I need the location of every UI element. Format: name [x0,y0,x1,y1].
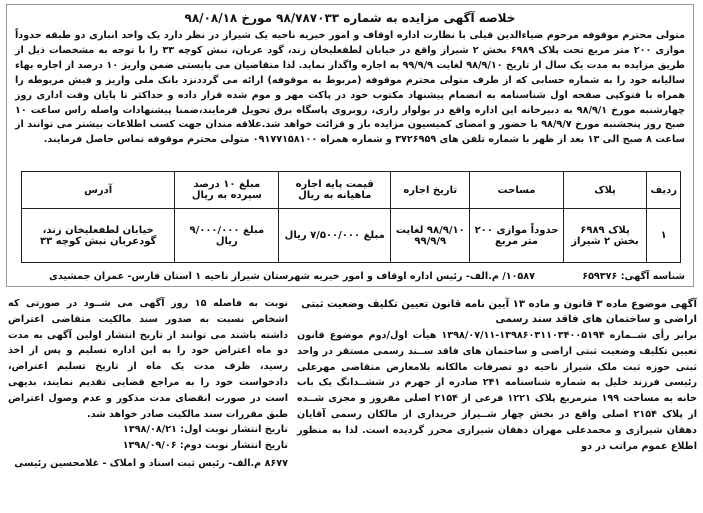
header-area: مساحت [470,172,563,209]
table-row [22,209,681,263]
notice-id: شناسه آگهی: ۶۵۹۳۷۶ [582,271,685,282]
cell-deposit: مبلغ ۹/۰۰۰/۰۰۰ ریال [175,209,279,263]
registration-signature: ۸۶۷۷ م.الف- رئیس ثبت اسناد و املاک - غلامحسین رئیسی [14,457,288,469]
header-deposit: مبلغ ۱۰ درصد سپرده به ریال [175,172,279,209]
second-publish-date: تاریخ انتشار نوبت دوم: ۱۳۹۸/۰۹/۰۶ [122,440,288,452]
table-header-row [22,172,681,209]
registration-body-right: برابر رأی شــماره ۱۳۹۸۶۰۳۱۱۰۳۴۰۰۵۱۹۴-۱۳۹۸/۰۷/۱۱ هیأت اول/دوم موضوع قانون تعیین تکلیف وضعیت ثبتی اراضی و ساختمان های فاقد ســند رسمی مستقر در واحد ثبتی حوزه ثبت ملک شیراز ناحیه دو تصرفات مالکانه بلامعارض متقاضی مهرعلی رئیسی فرزند خلیل به شماره شناسنامه ۲۴۱ صادره از جهرم در ششــدانگ یک باب خانه به مساحت ۱۹۹ مترمربع پلاک ۱۲۲۱ فرعی از ۲۱۵۴ اصلی مفروز و مجزی شــده از پلاک ۲۱۵۴ اصلی واقع در بخش چهار شــیراز خریداری از مالکان رسمی آقایان دهقان شیرازی و محمدعلی مهران دهقان شیرازی محرز گردیده است. لذا به منظور اطلاع عموم مراتب در دو [297,330,698,452]
cell-base-price: مبلغ ۷/۵۰۰/۰۰۰ ریال [279,209,391,263]
header-base-price: قیمت پایه اجاره ماهیانه به ریال [279,172,391,209]
cell-area: حدوداً موازی ۲۰۰ متر مربع [470,209,563,263]
auction-title: خلاصه آگهی مزایده به شماره ۹۸/۷۸۷۰۳۳ مورخ ۹۸/۰۸/۱۸ [184,11,516,25]
auction-table [21,171,681,263]
header-row-num: ردیف [647,172,681,209]
cell-lease-date: ۹۸/۹/۱۰ لغایت ۹۹/۹/۹ [391,209,470,263]
first-publish-date: تاریخ انتشار نوبت اول: ۱۳۹۸/۰۸/۲۱ [123,424,288,436]
registration-notice-title: آگهی موضوع ماده ۳ قانون و ماده ۱۳ آیین نامه قانون تعیین تکلیف وضعیت ثبتی اراضی و ساختمان های فاقد سند رسمی [301,299,697,325]
header-address: آدرس [22,172,175,209]
auction-notice [6,4,694,287]
cell-plaque: پلاک ۶۹۸۹ بخش ۲ شیراز [563,209,647,263]
auction-signature: ۱۰۵۸۷/ م.الف- رئیس اداره اوقاف و امور خیریه شهرستان شیراز ناحیه ۱ استان فارس- عمران جمشیدی [49,271,535,282]
auction-body: متولی محترم موقوفه مرحوم ضیاءالدین قیلی با نظارت اداره اوقاف و امور خیریه ناحیه یک شیراز در نظر دارد یک واحد انباری دو طبقه حدوداً موازی ۲۰۰ متر مربع تحت پلاک ۶۹۸۹ بخش ۲ شیراز واقع در خیابان لطفعلیخان زند، گود عربان، نبش کوچه ۳۳ را با توجه به مشخصات ذیل از طریق مزایده به مدت یک سال از تاریخ ۹۸/۹/۱۰ لغایت ۹۹/۹/۹ به اجاره واگذار نماید. لذا متقاضیان می بایستی ضمن واریز ۱۰ درصد از اجاره بهاء سالیانه خود را به شماره حسابی که از طرف متولی محترم موقوفه (مربوط به موقوفه) ارائه می گرددنزد بانک ملی واریز و فیش مربوطه را همراه با فتوکپی صفحه اول شناسنامه به انضمام پیشنهاد مکتوب خود در پاکت مهر و موم شده قرار داده و حداکثر تا پایان وقت اداری روز چهارشنبه مورخ ۹۸/۹/۱ به دبیرخانه این اداره واقع در بولوار رازی، روبروی پاسگاه برق تحویل فرمایند،ضمنا پیشنهادات واصله راس ساعت ۱۰ صبح روز پنجشنبه مورخ ۹۸/۹/۷ با حضور و امضای کمیسیون مزایده باز و قرائت خواهد شد.علاقه مندان جهت کسب اطلاعات بیشتر می توانند از ساعت ۸ صبح الی ۱۳ بعد از ظهر با شماره تلفن های ۳۷۲۶۹۵۹ و شماره همراه ۰۹۱۷۷۱۵۸۱۰۰ متولی محترم موقوفه تماس حاصل فرمایند. [15,30,685,146]
auction-footer [15,271,685,282]
cell-address: خیابان لطفعلیخان زند، گودعربان نبش کوچه ۳۳ [22,209,175,263]
registration-body-left-text: نوبت به فاصله ۱۵ روز آگهی می شــود در صورتی که اشخاص نسبت به صدور سند مالکیت متقاضی اعتراض داشته باشند می توانند از تاریخ انتشار اولین آگهی به مدت دو ماه اعتراض خود را به این اداره تسلیم و پس از اخذ رسید، ظرف مدت یک ماه از تاریخ تسلیم اعتراض، دادخواست خود را به مراجع قضایی تقدیم نمایند، بدیهی است در صورت انقضای مدت مذکور و عدم وصول اعتراض طبق مقررات سند مالکیت صادر خواهد شد. [8,298,288,420]
cell-row-num: ۱ [647,209,681,263]
header-lease-date: تاریخ اجاره [391,172,470,209]
header-plaque: پلاک [563,172,647,209]
registration-body-left [8,296,288,472]
